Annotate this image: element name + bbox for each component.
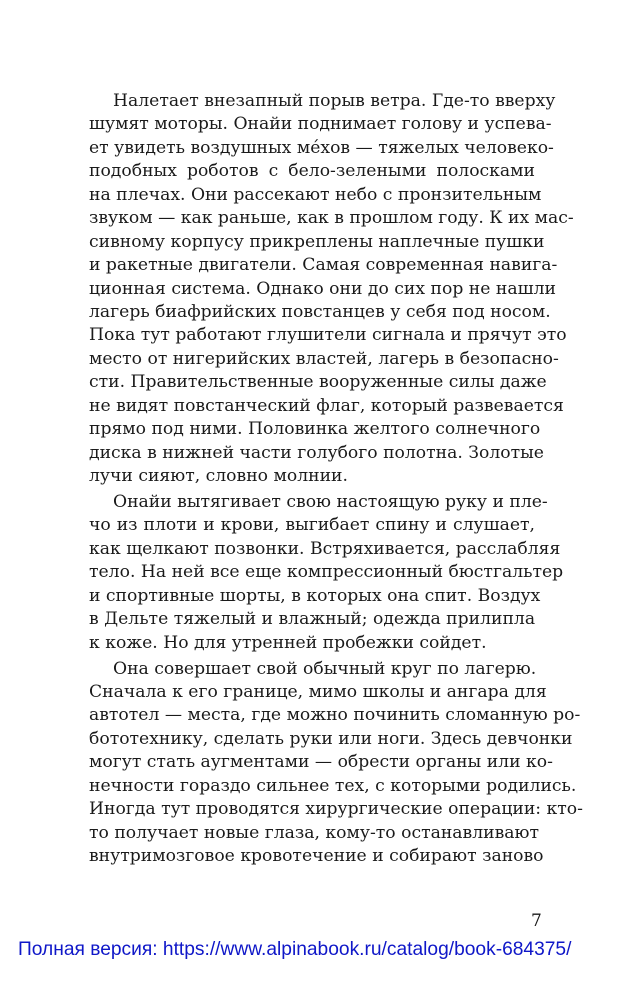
text-line: к коже. Но для утренней пробежки сойдет.: [89, 632, 487, 653]
text-line: могут стать аугментами — обрести органы или ко-: [89, 752, 553, 773]
text-line: лагерь биафрийских повстанцев у себя под носом.: [89, 301, 551, 322]
text-line: лучи сияют, словно молнии.: [89, 466, 348, 486]
text-line: Пока тут работают глушители сигнала и прячут это: [89, 325, 567, 346]
text-line: звуком — как раньше, как в прошлом году. К их мас-: [89, 208, 574, 229]
text-line: не видят повстанческий флаг, который развевается: [89, 395, 564, 416]
text-line: Сначала к его границе, мимо школы и ангара для: [89, 681, 547, 702]
paragraph: [89, 658, 583, 869]
text-line: тело. На ней все еще компрессионный бюстгальтер: [89, 562, 564, 583]
paragraph: [89, 90, 574, 488]
text-line: внутримозговое кровотечение и собирают заново: [89, 846, 544, 866]
text-line: и спортивные шорты, в которых она спит. Воздух: [89, 585, 541, 606]
text-line: шумят моторы. Онайи поднимает голову и успева-: [89, 114, 552, 135]
text-line: в Дельте тяжелый и влажный; одежда прилипла: [89, 609, 536, 630]
text-line: сивному корпусу прикреплены наплечные пушки: [89, 231, 545, 252]
full-version-link[interactable]: Полная версия: https://www.alpinabook.ru/catalog/book-684375/: [18, 939, 572, 960]
text-line: как щелкают позвонки. Встряхивается, расслабляя: [89, 538, 561, 559]
text-line: чо из плоти и крови, выгибает спину и слушает,: [89, 515, 535, 536]
text-line: на плечах. Они рассекают небо с пронзительным: [89, 184, 542, 205]
text-line: место от нигерийских властей, лагерь в безопасно-: [89, 348, 559, 369]
text-line: ет увидеть воздушных мéхов — тяжелых человеко-: [89, 137, 554, 158]
text-line: Налетает внезапный порыв ветра. Где-то вверху: [113, 91, 556, 111]
text-line: нечности гораздо сильнее тех, с которыми родились.: [89, 775, 577, 796]
text-line: Она совершает свой обычный круг по лагерю.: [113, 658, 537, 679]
text-line: то получает новые глаза, кому-то останавливают: [89, 822, 539, 843]
text-line: бототехнику, сделать руки или ноги. Здесь девчонки: [89, 728, 573, 749]
text-line: Онайи вытягивает свою настоящую руку и пле-: [113, 491, 548, 512]
text-line: и ракетные двигатели. Самая современная навига-: [89, 255, 558, 276]
body-text: [89, 90, 583, 868]
text-line: автотел — места, где можно починить сломанную ро-: [89, 705, 581, 726]
text-line: подобных роботов с бело-зелеными полосками: [89, 161, 535, 182]
text-line: Иногда тут проводятся хирургические операции: кто-: [89, 799, 583, 820]
text-line: ционная система. Однако они до сих пор не нашли: [89, 278, 556, 299]
text-line: диска в нижней части голубого полотна. Золотые: [89, 442, 544, 463]
paragraph: [89, 491, 564, 655]
page-number: 7: [531, 911, 542, 931]
text-line: сти. Правительственные вооруженные силы даже: [89, 372, 547, 393]
text-line: прямо под ними. Половинка желтого солнечного: [89, 419, 541, 440]
